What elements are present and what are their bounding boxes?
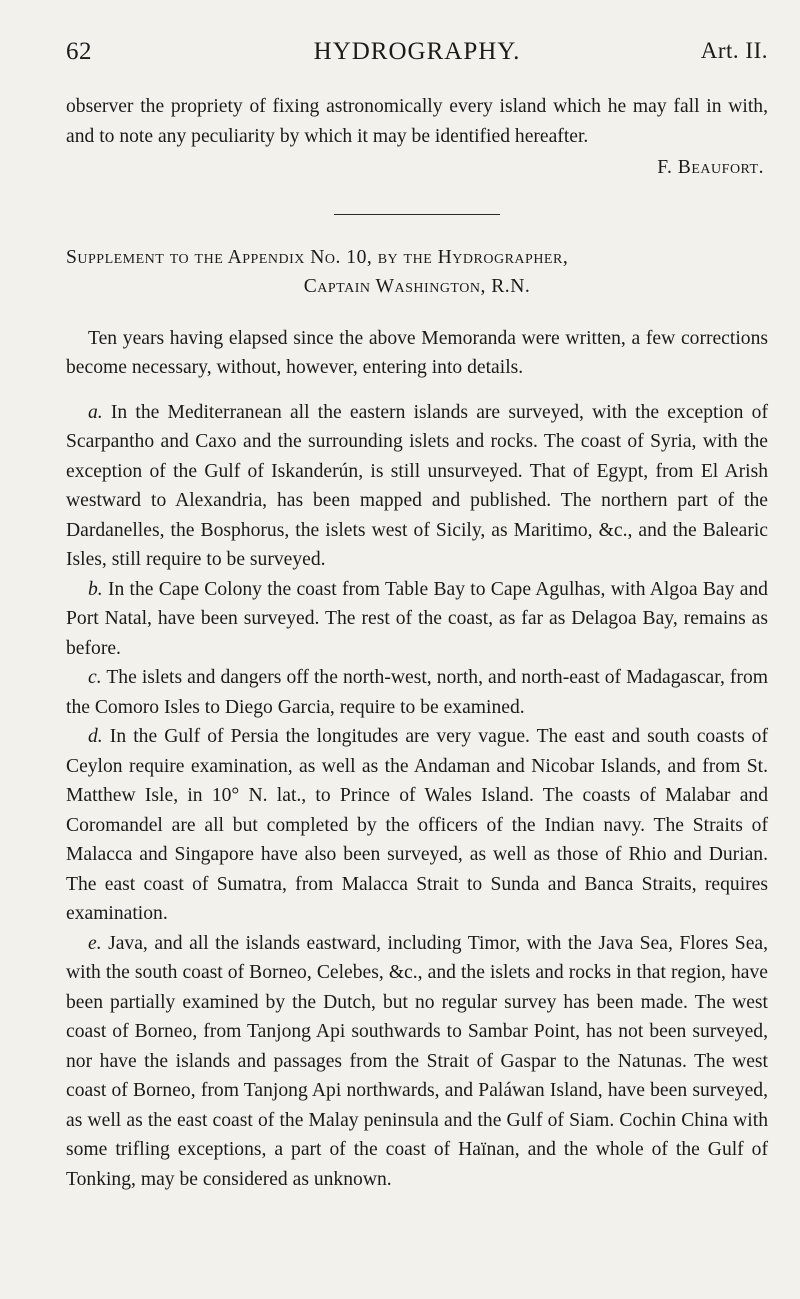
list-item-b	[66, 575, 768, 664]
opening-paragraph: observer the propriety of fixing astronomically every island which he may fall in with, and to note any peculiarity by which it may be identified hereafter.	[66, 96, 768, 147]
intro-paragraph: Ten years having elapsed since the above Memoranda were written, a few corrections become necessary, without, however, entering into details.	[66, 327, 768, 378]
item-text: In the Mediterranean all the eastern islands are surveyed, with the exception of Scarpantho and Caxo and the surrounding islets and rocks. The coast of Syria, with the exception of the Gulf of Iskanderún, is still unsurveyed. That of Egypt, from El Arish westward to Alexandria, has been mapped and published. The northern part of the Dardanelles, the Bosphorus, the islets west of Sicily, as Maritimo, &c., and the Balearic Isles, still require to be surveyed.	[66, 401, 768, 570]
item-text: In the Cape Colony the coast from Table Bay to Cape Agulhas, with Algoa Bay and Port Natal, have been surveyed. The rest of the coast, as far as Delagoa Bay, remains as before.	[66, 578, 768, 659]
supplement-heading-line-1: Supplement to the Appendix No. 10, by the Hydrographer,	[66, 246, 569, 268]
item-text: In the Gulf of Persia the longitudes are very vague. The east and south coasts of Ceylon require examination, as well as the Andaman and Nicobar Islands, and from St. Matthew Isle, in 10° N. lat., to Prince of Wales Island. The coasts of Malabar and Coromandel are all but completed by the officers of the Indian navy. The Straits of Malacca and Singapore have also been surveyed, as well as those of Rhio and Durian. The east coast of Sumatra, from Malacca Strait to Sunda and Banca Straits, requires examination.	[66, 726, 768, 924]
item-text: Java, and all the islands eastward, including Timor, with the Java Sea, Flores Sea, with the south coast of Borneo, Celebes, &c., and the islets and rocks in that region, have been partially examined by the Dutch, but no regular survey has been made. The west coast of Borneo, from Tanjong Api southwards to Sambar Point, has not been surveyed, nor have the islands and passages from the Strait of Gaspar to the Natunas. The west coast of Borneo, from Tanjong Api northwards, and Paláwan Island, have been surveyed, as well as the east coast of the Malay peninsula and the Gulf of Siam. Cochin China with some trifling exceptions, a part of the coast of Haïnan, and the whole of the Gulf of Tonking, may be considered as unknown.	[66, 932, 768, 1190]
supplement-heading	[66, 243, 768, 302]
document-page	[66, 38, 768, 1194]
article-number: Art. II.	[700, 38, 768, 63]
item-label: d.	[88, 726, 103, 747]
item-label: e.	[88, 932, 102, 954]
page-header	[66, 38, 768, 78]
item-label: c.	[88, 667, 102, 688]
list-item-a	[66, 398, 768, 575]
item-text: The islets and dangers off the north-west, north, and north-east of Madagascar, from the Comoro Isles to Diego Garcia, require to be examined.	[66, 667, 768, 718]
page-number: 62	[66, 38, 92, 65]
list-item-d	[66, 722, 768, 929]
running-title: HYDROGRAPHY.	[313, 38, 521, 65]
item-label: b.	[88, 578, 103, 600]
list-item-e	[66, 929, 768, 1195]
signature: F. Beaufort.	[657, 157, 764, 178]
item-label: a.	[88, 401, 103, 423]
section-divider	[334, 214, 500, 215]
list-item-c	[66, 663, 768, 722]
supplement-heading-line-2: Captain Washington, R.N.	[303, 276, 531, 297]
